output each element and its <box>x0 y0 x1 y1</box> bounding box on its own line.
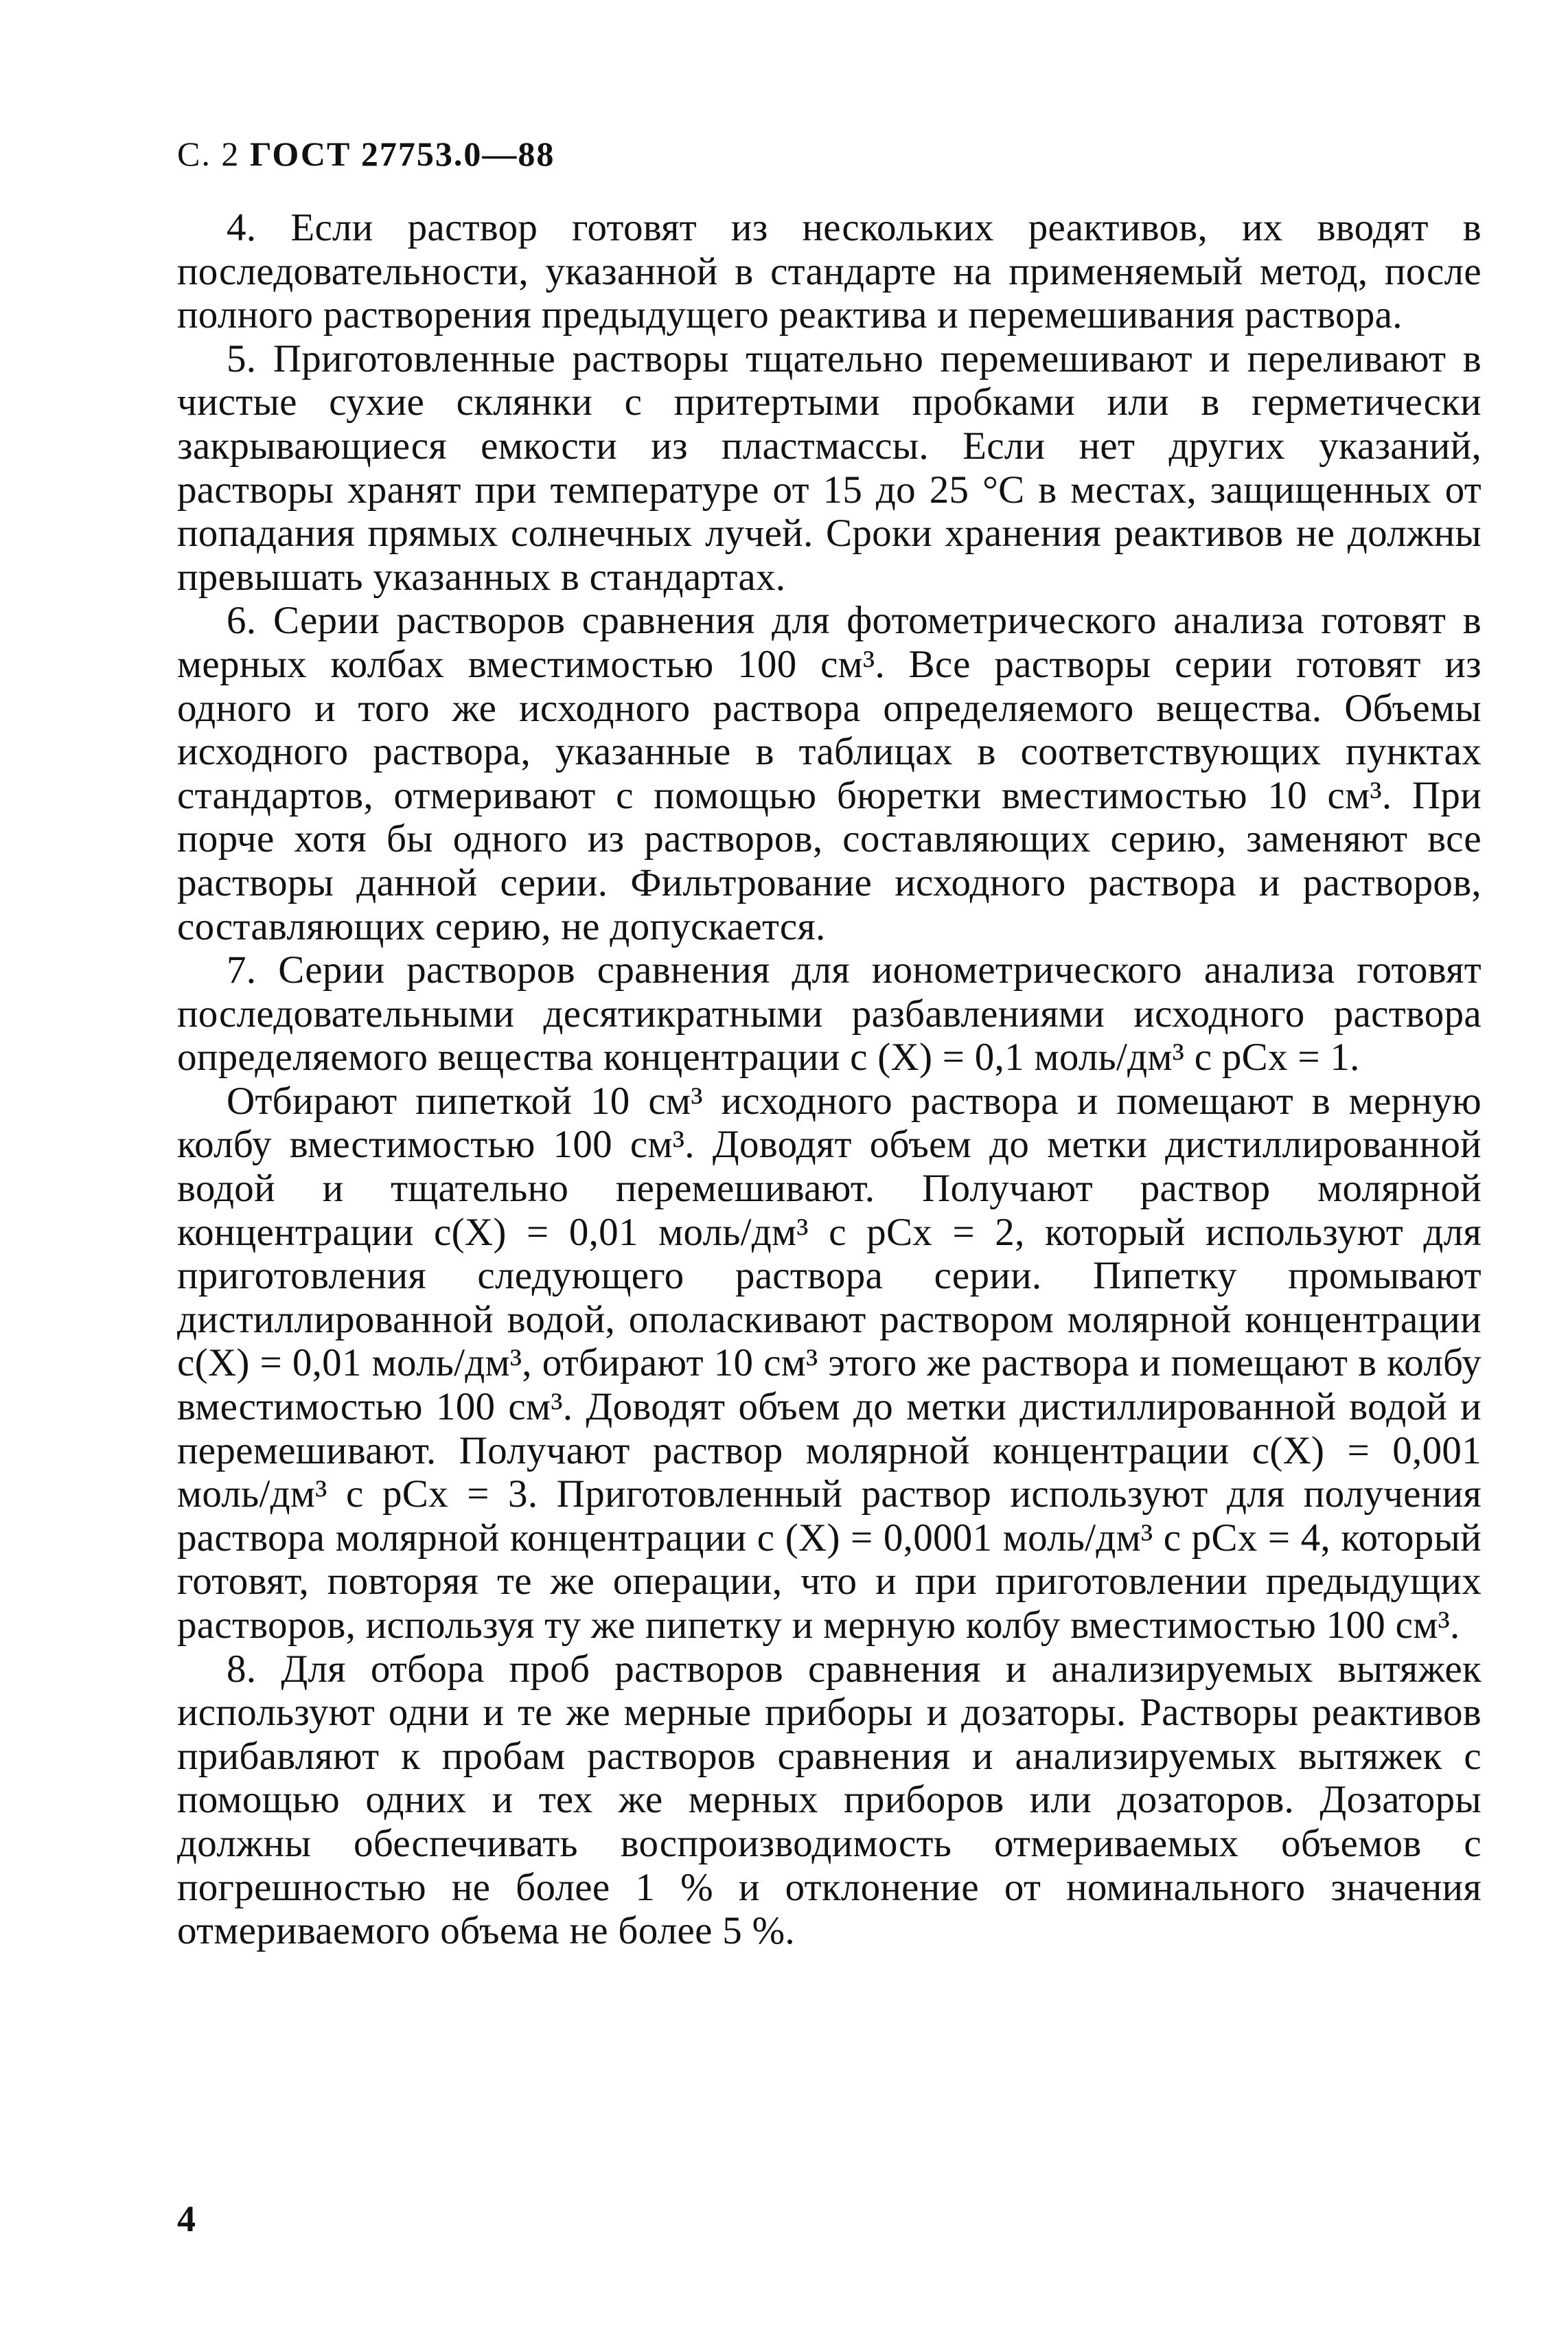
paragraph-item-6: 6. Серии растворов сравнения для фотометрического анализа готовят в мерных колбах вместимостью 100 см³. Все растворы серии готовят из одного и того же исходного раствора определяемого вещества. Объемы исходного раствора, указанные в таблицах в соответствующих пунктах стандартов, отмеривают с помощью бюретки вместимостью 10 см³. При порче хотя бы одного из растворов, составляющих серию, заменяют все растворы данной серии. Фильтрование исходного раствора и растворов, составляющих серию, не допускается. <box>177 599 1481 948</box>
paragraph-item-7-procedure: Отбирают пипеткой 10 см³ исходного раствора и помещают в мерную колбу вместимостью 100 см³. Доводят объем до метки дистиллированной водой и тщательно перемешивают. Получают раствор молярной концентрации c(X) = 0,01 моль/дм³ с pCx = 2, который используют для приготовления следующего раствора серии. Пипетку промывают дистиллированной водой, ополаскивают раствором молярной концентрации c(X) = 0,01 моль/дм³, отбирают 10 см³ этого же раствора и помещают в колбу вместимостью 100 см³. Доводят объем до метки дистиллированной водой и перемешивают. Получают раствор молярной концентрации c(X) = 0,001 моль/дм³ с pCx = 3. Приготовленный раствор используют для получения раствора молярной концентрации c (X) = 0,0001 моль/дм³ с pCx = 4, который готовят, повторяя те же операции, что и при приготовлении предыдущих растворов, используя ту же пипетку и мерную колбу вместимостью 100 см³. <box>177 1079 1481 1647</box>
page-number: 4 <box>177 2198 196 2239</box>
standard-designation: ГОСТ 27753.0—88 <box>249 135 555 173</box>
paragraph-item-7: 7. Серии растворов сравнения для ионометрического анализа готовят последовательными десятикратными разбавлениями исходного раствора определяемого вещества концентрации c (X) = 0,1 моль/дм³ с pCx = 1. <box>177 948 1481 1080</box>
page-label: С. 2 <box>177 135 240 173</box>
paragraph-item-4: 4. Если раствор готовят из нескольких реактивов, их вводят в последовательности, указанной в стандарте на применяемый метод, после полного растворения предыдущего реактива и перемешивания раствора. <box>177 206 1481 337</box>
paragraph-item-8: 8. Для отбора проб растворов сравнения и анализируемых вытяжек используют одни и те же мерные приборы и дозаторы. Растворы реактивов прибавляют к пробам растворов сравнения и анализируемых вытяжек с помощью одних и тех же мерных приборов или дозаторов. Дозаторы должны обеспечивать воспроизводимость отмериваемых объемов с погрешностью не более 1 % и отклонение от номинального значения отмериваемого объема не более 5 %. <box>177 1647 1481 1953</box>
paragraph-item-5: 5. Приготовленные растворы тщательно перемешивают и переливают в чистые сухие склянки с притертыми пробками или в герметически закрывающиеся емкости из пластмассы. Если нет других указаний, растворы хранят при температуре от 15 до 25 °C в местах, защищенных от попадания прямых солнечных лучей. Сроки хранения реактивов не должны превышать указанных в стандартах. <box>177 336 1481 599</box>
page-header <box>177 134 555 174</box>
document-body <box>177 206 1481 1953</box>
